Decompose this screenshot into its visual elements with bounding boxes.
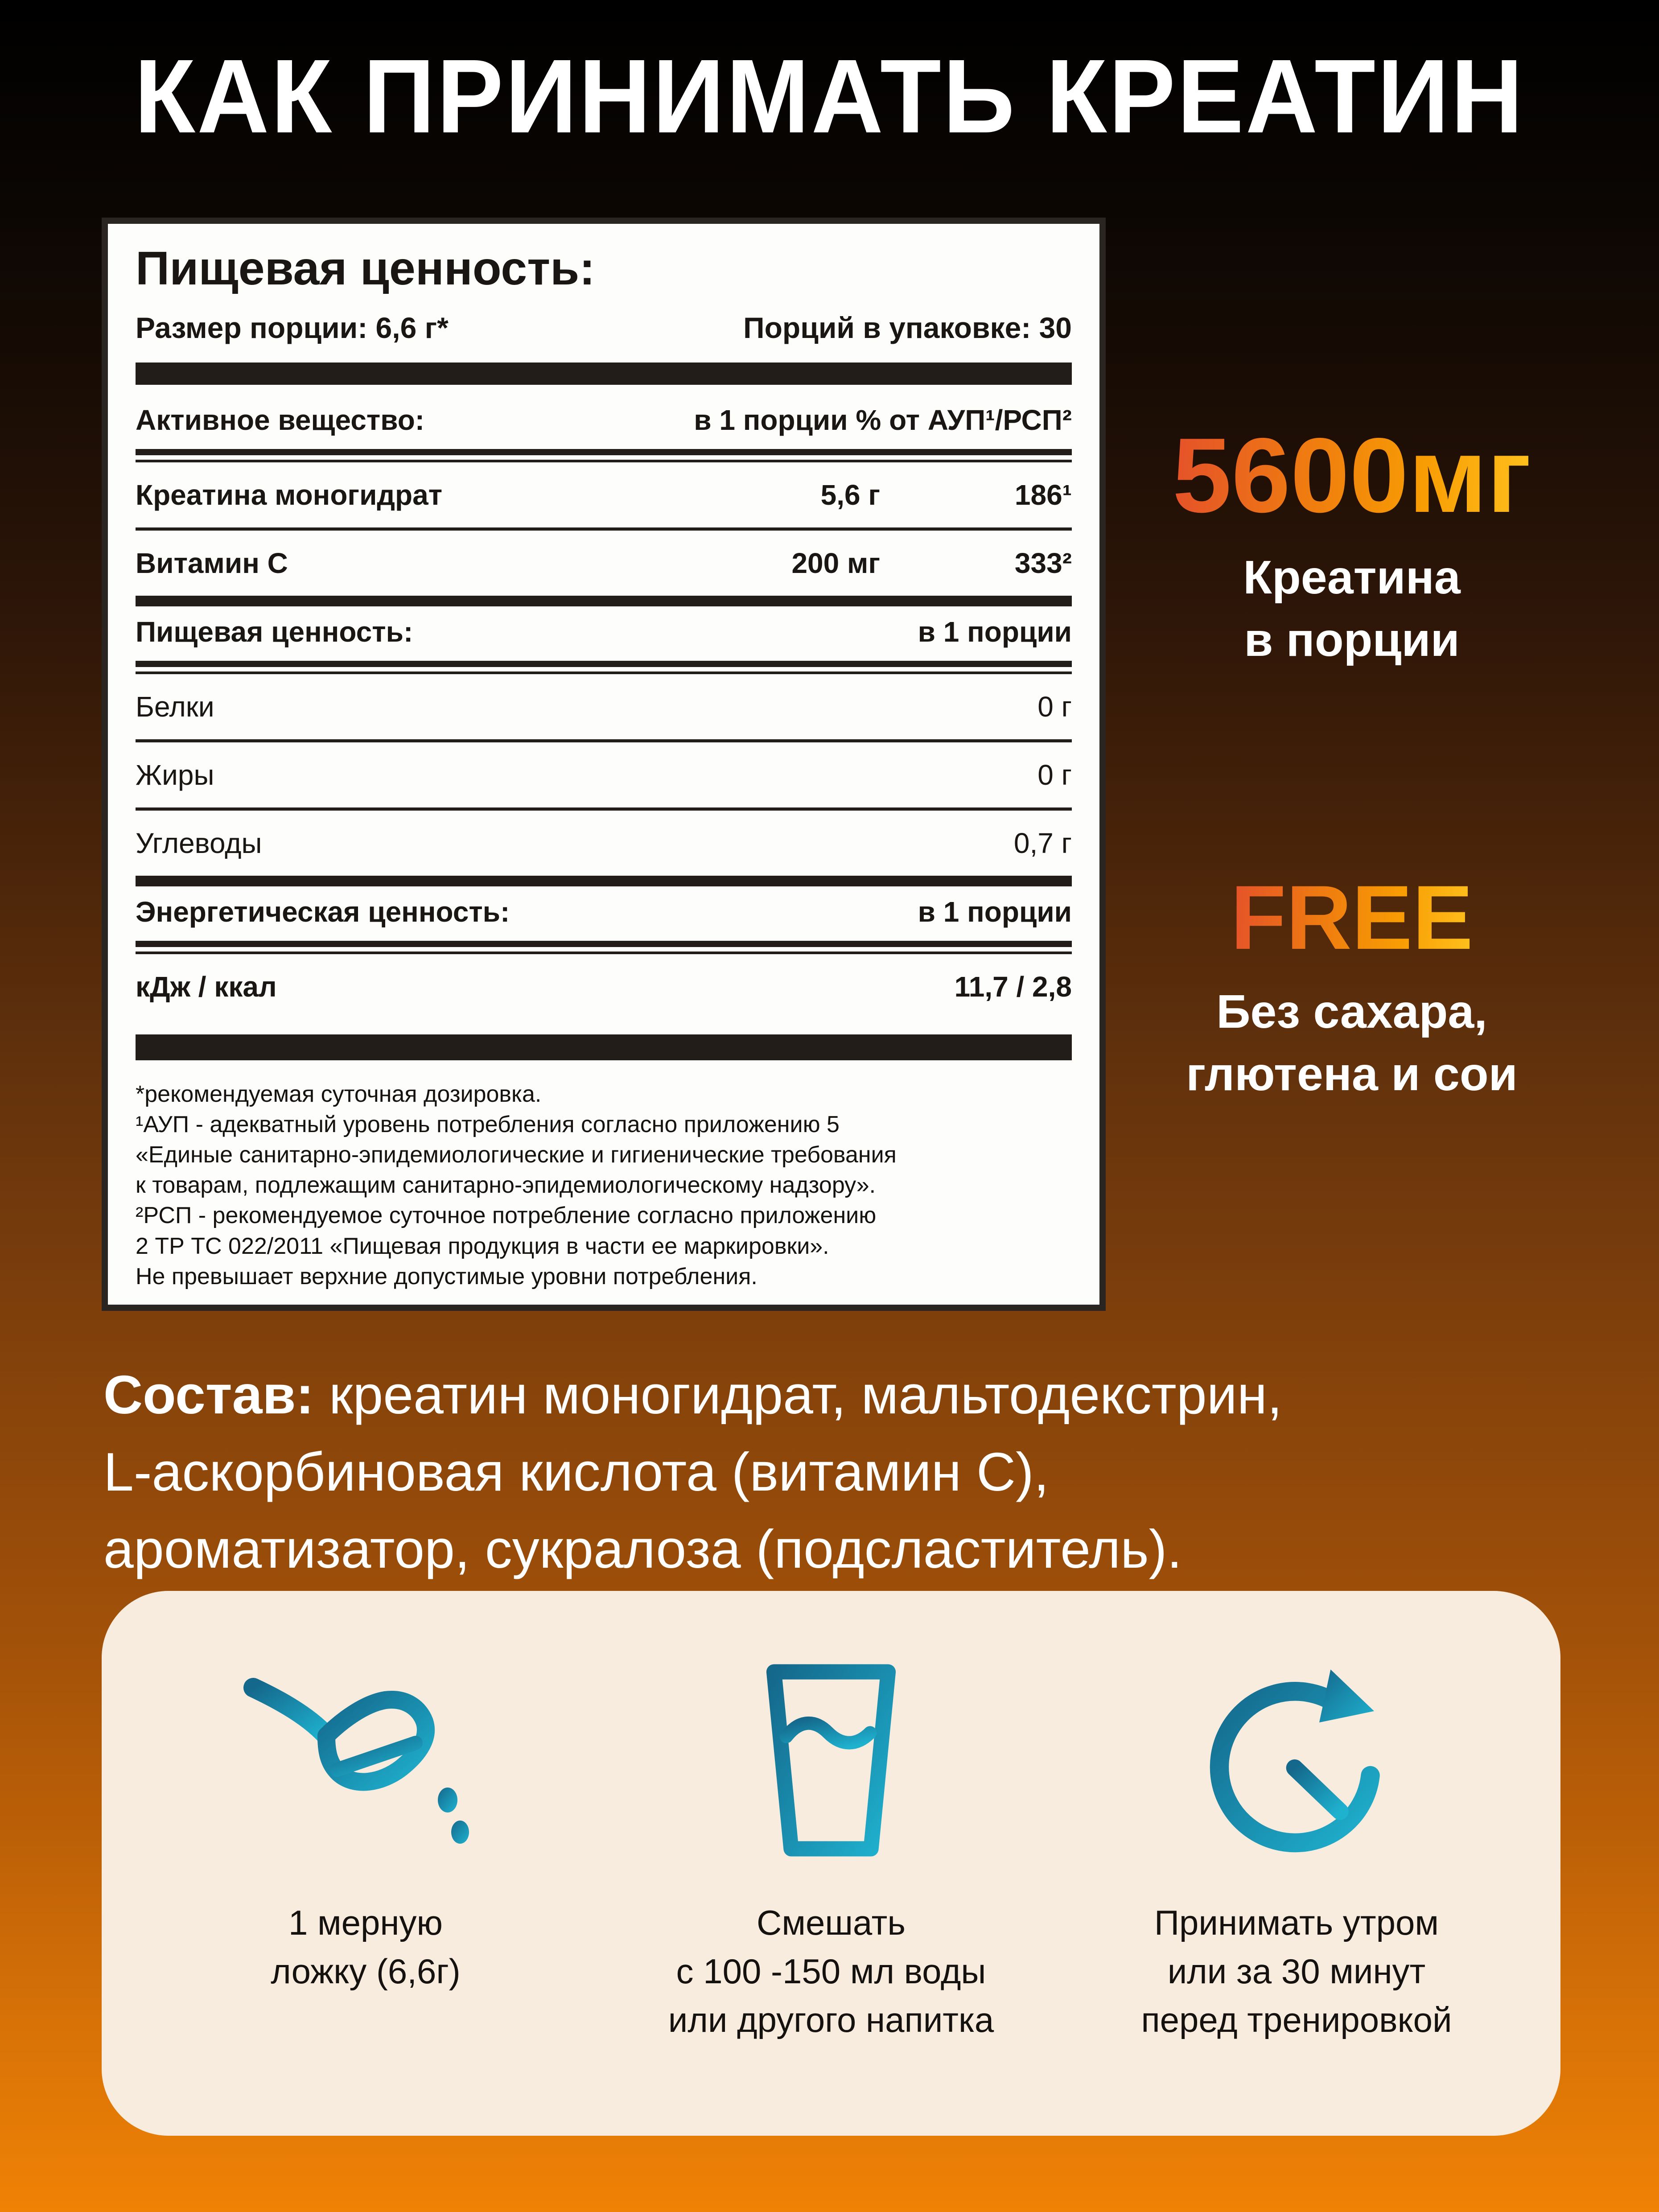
usage-step-mix — [598, 1658, 1064, 2136]
nutrition-heading: Пищевая ценность: — [136, 242, 595, 295]
row-name: Витамин C — [136, 547, 288, 579]
table-row — [136, 811, 1072, 876]
table-row — [136, 742, 1072, 807]
footnotes: *рекомендуемая суточная дозировка. ¹АУП - адекватный уровень потребления согласно приложению 5 «Единые санитарно-эпидемиологические и гигиенические требования к товарам, подлежащим санитарно-эпидемиологическому надзору». ²РСП - рекомендуемое суточное потребление согласно приложению 2 ТР ТС 022/2011 «Пищевая продукция в части ее маркировки». Не превышает верхние допустимые уровни потребления. — [136, 1081, 897, 1289]
active-header-label: Активное вещество: — [136, 404, 425, 436]
serving-info-row — [136, 311, 1072, 345]
free-highlight — [1093, 867, 1610, 1106]
row-value: 0,7 г — [1013, 827, 1072, 859]
composition-body: креатин моногидрат, мальтодекстрин, L-аскорбиновая кислота (витамин C), ароматизатор, сукралоза (подсластитель). — [103, 1364, 1283, 1580]
table-row — [136, 674, 1072, 739]
free-caption: Без сахара, глютена и сои — [1186, 985, 1518, 1100]
row-name: Креатина моногидрат — [136, 479, 443, 511]
page-title: КАК ПРИНИМАТЬ КРЕАТИН — [134, 37, 1525, 155]
double-rule — [136, 661, 1072, 674]
row-value: 0 г — [1037, 691, 1072, 723]
clock-icon — [1196, 1658, 1397, 1863]
row-percent: 333² — [1014, 547, 1072, 579]
row-name: Белки — [136, 691, 214, 723]
step-caption: 1 мерную ложку (6,6г) — [271, 1903, 461, 1991]
row-percent: 186¹ — [1014, 479, 1072, 511]
nutrition-facts-card — [102, 218, 1106, 1311]
nutrition-values-header — [136, 608, 1072, 661]
row-value: 0 г — [1037, 759, 1072, 791]
nutrition-header-units: в 1 порции — [918, 616, 1072, 648]
energy-header-units: в 1 порции — [918, 896, 1072, 928]
row-name: Углеводы — [136, 827, 262, 859]
thin-rule — [136, 739, 1072, 742]
scoop-pour-icon — [241, 1658, 490, 1863]
usage-step-timing — [1064, 1658, 1529, 2136]
row-value: 11,7 / 2,8 — [954, 971, 1072, 1003]
table-row — [136, 954, 1072, 1019]
double-rule — [136, 449, 1072, 462]
composition-text — [103, 1356, 1637, 1588]
step-caption: Принимать утром или за 30 минут перед тренировкой — [1141, 1903, 1452, 2040]
serving-size: Размер порции: 6,6 г* — [136, 311, 449, 344]
dose-highlight — [1093, 416, 1610, 671]
energy-header-label: Энергетическая ценность: — [136, 896, 510, 928]
medium-divider — [136, 876, 1072, 886]
dose-value: 5600мг — [1172, 416, 1531, 535]
row-name: Жиры — [136, 759, 214, 791]
row-amount: 200 мг — [791, 547, 880, 579]
usage-step-scoop — [133, 1658, 598, 2136]
medium-divider — [136, 596, 1072, 606]
nutrition-header-label: Пищевая ценность: — [136, 616, 413, 648]
table-row — [136, 531, 1072, 596]
active-substance-header — [136, 396, 1072, 449]
energy-header — [136, 888, 1072, 941]
active-header-units: в 1 порции % от АУП¹/РСП² — [694, 404, 1072, 436]
dose-caption: Креатина в порции — [1243, 551, 1461, 666]
usage-steps-card — [102, 1591, 1560, 2136]
step-caption: Смешать с 100 -150 мл воды или другого напитка — [668, 1903, 994, 2040]
table-row — [136, 462, 1072, 527]
servings-per-pack: Порций в упаковке: 30 — [743, 311, 1072, 344]
row-name: кДж / ккал — [136, 971, 277, 1003]
composition-label: Состав: — [103, 1364, 314, 1425]
free-value: FREE — [1230, 867, 1474, 968]
double-rule — [136, 941, 1072, 954]
thin-rule — [136, 807, 1072, 811]
row-amount: 5,6 г — [820, 479, 880, 511]
thick-divider — [136, 362, 1072, 385]
thin-rule — [136, 527, 1072, 531]
thick-divider — [136, 1034, 1072, 1060]
glass-water-icon — [760, 1658, 902, 1863]
